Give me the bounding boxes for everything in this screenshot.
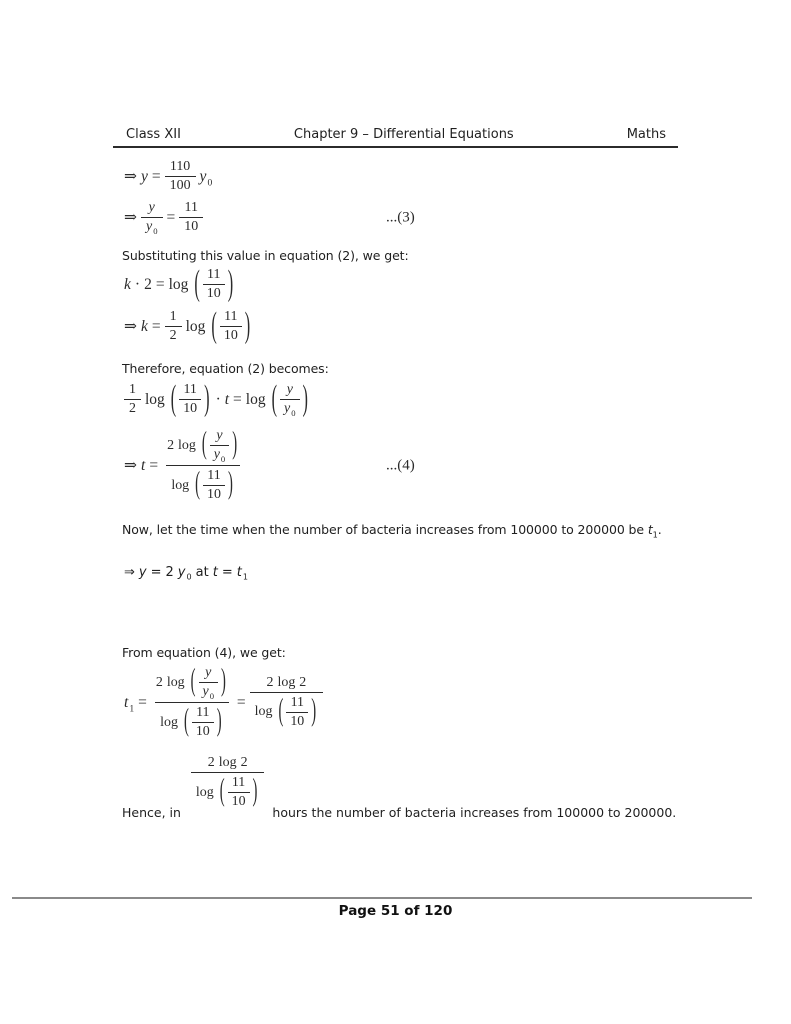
math-token: 2 (129, 401, 136, 416)
equation-3 (122, 199, 422, 236)
fraction (250, 674, 324, 732)
implies-arrow: ⇒ (124, 457, 137, 474)
paren-content (279, 381, 301, 418)
fraction (210, 427, 230, 464)
parentheses (270, 378, 310, 419)
numerator (212, 427, 226, 445)
math-token: 10 (183, 401, 198, 416)
fraction (179, 199, 203, 236)
left-paren-icon: ( (190, 663, 196, 699)
paragraph-from-equation-4: From equation (4), we get: (122, 645, 286, 660)
subscripted-variable (214, 447, 226, 463)
subscripted-variable (178, 565, 192, 580)
fraction (203, 266, 225, 303)
math-token: 2 (207, 755, 215, 770)
math-token: log (144, 390, 165, 408)
right-paren-icon: ) (302, 378, 308, 419)
math-token: 2 (169, 328, 177, 343)
math-token: log (168, 275, 189, 293)
math-token: = (138, 693, 147, 711)
math-token: = (150, 565, 162, 580)
math-token: y (213, 447, 220, 462)
math-token: 11 (290, 694, 304, 710)
math-token: y (284, 401, 291, 416)
right-paren-icon: ) (244, 305, 251, 346)
fraction (220, 308, 242, 345)
fraction (191, 754, 265, 812)
math-token: 10 (223, 328, 238, 343)
now-subscript-1: 1 (652, 529, 658, 540)
footer-divider (12, 897, 752, 899)
numerator (287, 694, 308, 712)
parentheses (182, 704, 224, 741)
numerator (144, 199, 160, 217)
right-paren-icon: ) (221, 663, 226, 699)
math-token: y (199, 167, 207, 185)
math-token: log (218, 755, 237, 770)
math-token: 11 (224, 309, 238, 324)
right-paren-icon: ) (216, 703, 222, 739)
math-token: = (233, 390, 242, 408)
math-token: y (148, 200, 155, 215)
parentheses (189, 664, 228, 701)
denominator (203, 284, 225, 303)
math-token: 1 (169, 309, 177, 324)
math-token: y (202, 684, 209, 699)
math-token: 11 (207, 267, 221, 282)
denominator (228, 792, 250, 811)
subscript: 1 (129, 702, 135, 714)
now-variable-t: t (647, 522, 653, 537)
right-paren-icon: ) (227, 263, 234, 304)
subscript: 0 (291, 407, 296, 418)
implies-arrow: ⇒ (124, 565, 135, 580)
math-token: t (141, 456, 146, 474)
fraction (151, 663, 233, 742)
right-paren-icon: ) (204, 378, 210, 419)
denominator (179, 217, 203, 236)
math-token: log (254, 704, 273, 719)
fraction (228, 774, 250, 811)
subscript: 0 (209, 690, 215, 701)
subscripted-variable (237, 565, 248, 580)
math-token: = (221, 565, 233, 580)
right-paren-icon: ) (227, 466, 233, 502)
paren-content (227, 774, 251, 811)
hence-fraction (189, 754, 267, 812)
math-token: k (124, 275, 131, 293)
fraction (165, 158, 196, 195)
denominator (155, 702, 229, 742)
paren-content (209, 427, 231, 464)
hence-text-pre: Hence, in (122, 805, 181, 820)
denominator (192, 722, 214, 741)
equation-y-equals-110-over-100-y0 (122, 158, 214, 195)
math-token: · (134, 275, 141, 293)
math-token: 110 (169, 159, 191, 174)
left-paren-icon: ( (219, 773, 225, 809)
math-token: y (141, 167, 148, 185)
denominator (199, 682, 219, 701)
left-paren-icon: ( (271, 378, 278, 419)
denominator (166, 465, 240, 505)
implies-arrow: ⇒ (124, 318, 137, 335)
equation-half-log-t (122, 378, 312, 419)
denominator (165, 326, 182, 345)
subscripted-variable (124, 694, 134, 712)
denominator (286, 712, 308, 731)
numerator (203, 266, 224, 284)
fraction (199, 664, 219, 701)
paren-content (202, 467, 226, 504)
math-token: log (277, 674, 296, 690)
math-token: log (166, 674, 185, 690)
equation-4 (122, 426, 422, 505)
page-number-label: Page 51 of 120 (338, 903, 453, 919)
subscript-base (200, 168, 207, 186)
numerator (203, 467, 224, 485)
implies-arrow: ⇒ (124, 209, 137, 226)
subscript-base (178, 565, 186, 580)
paragraph-substituting: Substituting this value in equation (2), we get: (122, 248, 409, 263)
equation-y-equals-2y0 (122, 565, 250, 580)
equation-3-body (122, 199, 205, 236)
subscripted-variable (203, 684, 215, 700)
paren-content (219, 308, 243, 345)
equation-4-tag: ...(4) (386, 457, 415, 473)
math-token: 2 (165, 565, 174, 580)
fraction (165, 308, 182, 345)
fraction (280, 381, 300, 418)
math-token: 10 (207, 487, 221, 502)
left-paren-icon: ( (183, 703, 189, 739)
paren-content (198, 664, 220, 701)
math-token: = (149, 456, 159, 474)
math-token: t (124, 693, 129, 711)
numerator (228, 774, 249, 792)
subscript-base (203, 684, 209, 700)
math-token: t (236, 565, 242, 580)
numerator (192, 704, 213, 722)
numerator (180, 199, 203, 217)
denominator (179, 399, 201, 418)
paren-content (202, 266, 226, 303)
fraction (141, 199, 163, 236)
fraction (286, 694, 308, 731)
math-token: · (215, 390, 221, 408)
parentheses (276, 694, 318, 731)
math-token: 2 (144, 275, 152, 293)
parentheses (169, 378, 212, 419)
header-class-label: Class XII (126, 127, 181, 142)
numerator (201, 664, 215, 682)
math-token: y (216, 428, 223, 443)
subscript-base (146, 219, 152, 235)
left-paren-icon: ( (195, 466, 201, 502)
fraction (203, 467, 225, 504)
left-paren-icon: ( (278, 693, 284, 729)
math-token: 2 (167, 437, 175, 453)
parentheses (200, 427, 239, 464)
math-token: 10 (290, 713, 305, 729)
math-token: 2 (266, 674, 274, 690)
math-token: at (195, 565, 209, 580)
subscript: 0 (207, 176, 213, 188)
right-paren-icon: ) (311, 693, 317, 729)
math-token: 10 (231, 794, 246, 809)
math-token: y (286, 382, 293, 397)
math-token: 10 (184, 219, 199, 234)
math-token: log (245, 390, 266, 408)
math-token: 10 (195, 724, 210, 739)
math-token: log (178, 437, 196, 453)
header-subject-label: Maths (626, 127, 666, 142)
paragraph-hence (122, 754, 676, 820)
numerator (162, 426, 244, 465)
numerator (262, 674, 312, 692)
fraction (192, 704, 214, 741)
numerator (179, 381, 200, 399)
left-paren-icon: ( (211, 305, 217, 346)
subscript-base (124, 694, 128, 712)
denominator (210, 445, 230, 464)
subscripted-variable (284, 401, 296, 417)
subscript-base (237, 565, 242, 580)
paren-content (178, 381, 202, 418)
math-token: y (205, 665, 212, 680)
math-token: 2 (155, 674, 163, 690)
parentheses (218, 774, 260, 811)
math-token: 11 (196, 705, 210, 720)
math-token: t (224, 390, 230, 408)
numerator (220, 308, 241, 326)
math-token: 2 (240, 755, 248, 770)
math-token: 1 (129, 382, 136, 397)
header-chapter-title: Chapter 9 – Differential Equations (293, 127, 514, 142)
math-token: log (185, 317, 206, 335)
math-token: = (151, 317, 161, 335)
subscript-base (214, 447, 220, 463)
math-token: 11 (207, 468, 221, 483)
fraction (179, 381, 201, 418)
math-token: y (138, 565, 147, 580)
math-token: 10 (206, 286, 221, 301)
fraction (124, 381, 141, 418)
now-text-post: . (657, 522, 662, 537)
left-paren-icon: ( (201, 426, 207, 462)
denominator (280, 399, 300, 418)
math-token: = (236, 693, 246, 711)
equation-k-equals-half-log (122, 305, 254, 346)
math-token: log (160, 714, 178, 730)
math-token: y (146, 219, 153, 234)
denominator (203, 485, 225, 504)
subscript: 0 (220, 453, 226, 464)
denominator (250, 692, 324, 732)
fraction (162, 426, 244, 505)
implies-arrow: ⇒ (124, 168, 137, 185)
equation-t1-result (122, 663, 325, 742)
denominator (191, 772, 265, 812)
equation-3-tag: ...(3) (386, 209, 415, 225)
math-token: 11 (183, 382, 197, 397)
left-paren-icon: ( (194, 263, 200, 304)
denominator (124, 399, 141, 418)
math-token: 11 (231, 775, 246, 790)
math-token: 11 (184, 200, 198, 215)
subscript: 0 (186, 572, 192, 582)
subscript-base (284, 401, 290, 417)
denominator (220, 326, 242, 345)
paren-content (191, 704, 215, 741)
left-paren-icon: ( (170, 378, 177, 419)
equation-k-times-2 (122, 263, 237, 304)
equation-4-body (122, 426, 246, 505)
right-paren-icon: ) (232, 426, 238, 462)
parentheses (209, 305, 252, 346)
math-token: = (151, 167, 161, 185)
denominator (141, 217, 163, 236)
numerator (165, 158, 195, 176)
subscripted-variable (146, 219, 158, 235)
math-token: y (177, 565, 186, 580)
math-token: k (141, 317, 148, 335)
math-token: log (195, 784, 214, 800)
paren-content (285, 694, 309, 731)
hence-text-post: hours the number of bacteria increases from 100000 to 200000. (272, 805, 677, 820)
page-header (113, 127, 678, 148)
paragraph-therefore: Therefore, equation (2) becomes: (122, 361, 329, 376)
denominator (165, 176, 196, 195)
now-text-pre: Now, let the time when the number of bacteria increases from 100000 to 200000 be (122, 522, 648, 537)
numerator (283, 381, 297, 399)
subscripted-variable (200, 168, 213, 186)
parentheses (192, 263, 235, 304)
math-token: = (166, 208, 176, 226)
parentheses (193, 467, 235, 504)
numerator (124, 381, 141, 399)
numerator (203, 754, 253, 772)
math-token: = (155, 275, 165, 293)
subscript: 0 (153, 225, 158, 236)
math-token: log (171, 477, 190, 493)
math-token: 100 (169, 178, 191, 193)
subscript: 1 (242, 572, 248, 582)
math-token: 2 (299, 674, 307, 690)
math-token: t (212, 565, 218, 580)
numerator (165, 308, 182, 326)
paragraph-now-bacteria (122, 522, 662, 540)
numerator (151, 663, 233, 702)
right-paren-icon: ) (252, 773, 258, 809)
